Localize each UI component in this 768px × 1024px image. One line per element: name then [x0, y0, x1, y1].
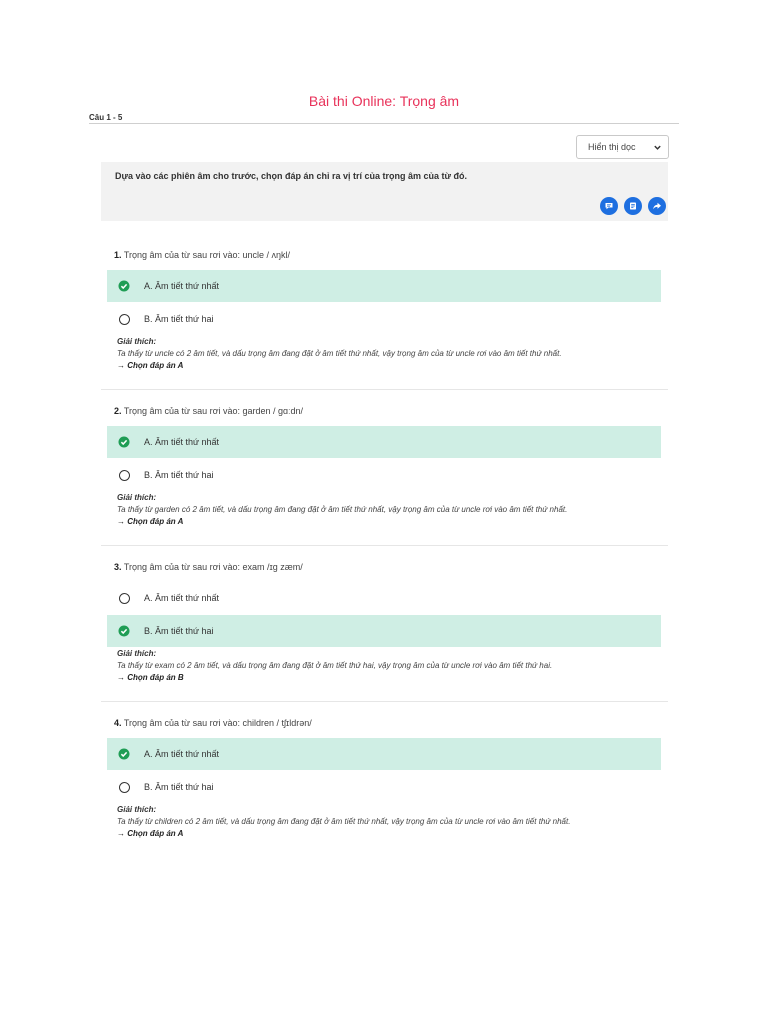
question-number: 2.	[114, 406, 122, 416]
answer-option-b[interactable]	[107, 303, 661, 335]
question-title	[114, 562, 303, 572]
view-mode-select[interactable]	[576, 135, 669, 159]
chevron-down-icon	[653, 143, 662, 152]
answer-option-b[interactable]	[107, 459, 661, 491]
answer-option-a[interactable]	[107, 426, 661, 458]
check-circle-icon	[118, 625, 130, 637]
radio-unselected-icon	[118, 592, 130, 604]
answer-conclusion: → Chọn đáp án A	[117, 517, 184, 526]
question-prompt: Trọng âm của từ sau rơi vào: uncle / ʌŋkl/	[123, 250, 291, 260]
explanation-heading: Giải thích:	[117, 805, 157, 814]
share-icon	[652, 201, 662, 211]
answer-option-a[interactable]	[107, 738, 661, 770]
answer-option-a[interactable]	[107, 582, 661, 614]
answer-conclusion: → Chọn đáp án A	[117, 361, 184, 370]
share-button[interactable]	[648, 197, 666, 215]
question-prompt: Trọng âm của từ sau rơi vào: exam /ɪg zæm/	[123, 562, 303, 572]
option-label: B. Âm tiết thứ hai	[144, 782, 214, 792]
explanation-heading: Giải thích:	[117, 493, 157, 502]
option-label: B. Âm tiết thứ hai	[144, 470, 214, 480]
instruction-text: Dựa vào các phiên âm cho trước, chọn đáp án chỉ ra vị trí của trọng âm của từ đó.	[115, 171, 468, 181]
option-label: A. Âm tiết thứ nhất	[144, 437, 220, 447]
instruction-panel	[101, 162, 668, 221]
question-title	[114, 250, 290, 260]
answer-conclusion: → Chọn đáp án A	[117, 829, 184, 838]
check-circle-icon	[118, 748, 130, 760]
answer-conclusion: → Chọn đáp án B	[117, 673, 184, 682]
explanation-text: Ta thấy từ garden có 2 âm tiết, và dấu trọng âm đang đặt ở âm tiết thứ nhất, vậy trọng âm của từ uncle rơi vào âm tiết thứ nhất.	[117, 505, 568, 514]
comment-button[interactable]	[600, 197, 618, 215]
explanation-heading: Giải thích:	[117, 337, 157, 346]
instruction-actions	[600, 197, 666, 215]
page-title: Bài thi Online: Trọng âm	[308, 93, 460, 109]
question-prompt: Trọng âm của từ sau rơi vào: garden / gɑːdn/	[123, 406, 304, 416]
comment-icon	[604, 201, 614, 211]
explanation-heading: Giải thích:	[117, 649, 157, 658]
section-label: Câu 1 - 5	[89, 113, 123, 122]
option-label: B. Âm tiết thứ hai	[144, 314, 214, 324]
explanation-text: Ta thấy từ exam có 2 âm tiết, và dấu trọng âm đang đặt ở âm tiết thứ hai, vậy trọng âm của từ uncle rơi vào âm tiết thứ hai.	[117, 661, 553, 670]
option-label: A. Âm tiết thứ nhất	[144, 281, 220, 291]
question-divider	[101, 701, 668, 702]
check-circle-icon	[118, 436, 130, 448]
check-circle-icon	[118, 280, 130, 292]
question-divider	[101, 545, 668, 546]
option-label: A. Âm tiết thứ nhất	[144, 593, 220, 603]
answer-option-b[interactable]	[107, 615, 661, 647]
question-number: 1.	[114, 250, 122, 260]
answer-option-a[interactable]	[107, 270, 661, 302]
option-label: A. Âm tiết thứ nhất	[144, 749, 220, 759]
option-label: B. Âm tiết thứ hai	[144, 626, 214, 636]
view-mode-value: Hiển thị dọc	[588, 142, 636, 152]
question-number: 4.	[114, 718, 122, 728]
radio-unselected-icon	[118, 781, 130, 793]
radio-unselected-icon	[118, 313, 130, 325]
question-divider	[101, 389, 668, 390]
explanation-text: Ta thấy từ children có 2 âm tiết, và dấu trọng âm đang đặt ở âm tiết thứ nhất, vậy trọng âm của từ uncle rơi vào âm tiết thứ nhất.	[117, 817, 571, 826]
note-button[interactable]	[624, 197, 642, 215]
question-title	[114, 406, 303, 416]
section-divider	[89, 123, 679, 124]
question-title	[114, 718, 312, 728]
question-number: 3.	[114, 562, 122, 572]
question-prompt: Trọng âm của từ sau rơi vào: children / tʃɪldrən/	[123, 718, 312, 728]
answer-option-b[interactable]	[107, 771, 661, 803]
explanation-text: Ta thấy từ uncle có 2 âm tiết, và dấu trọng âm đang đặt ở âm tiết thứ nhất, vậy trọng âm của từ uncle rơi vào âm tiết thứ nhất.	[117, 349, 562, 358]
radio-unselected-icon	[118, 469, 130, 481]
note-icon	[628, 201, 638, 211]
